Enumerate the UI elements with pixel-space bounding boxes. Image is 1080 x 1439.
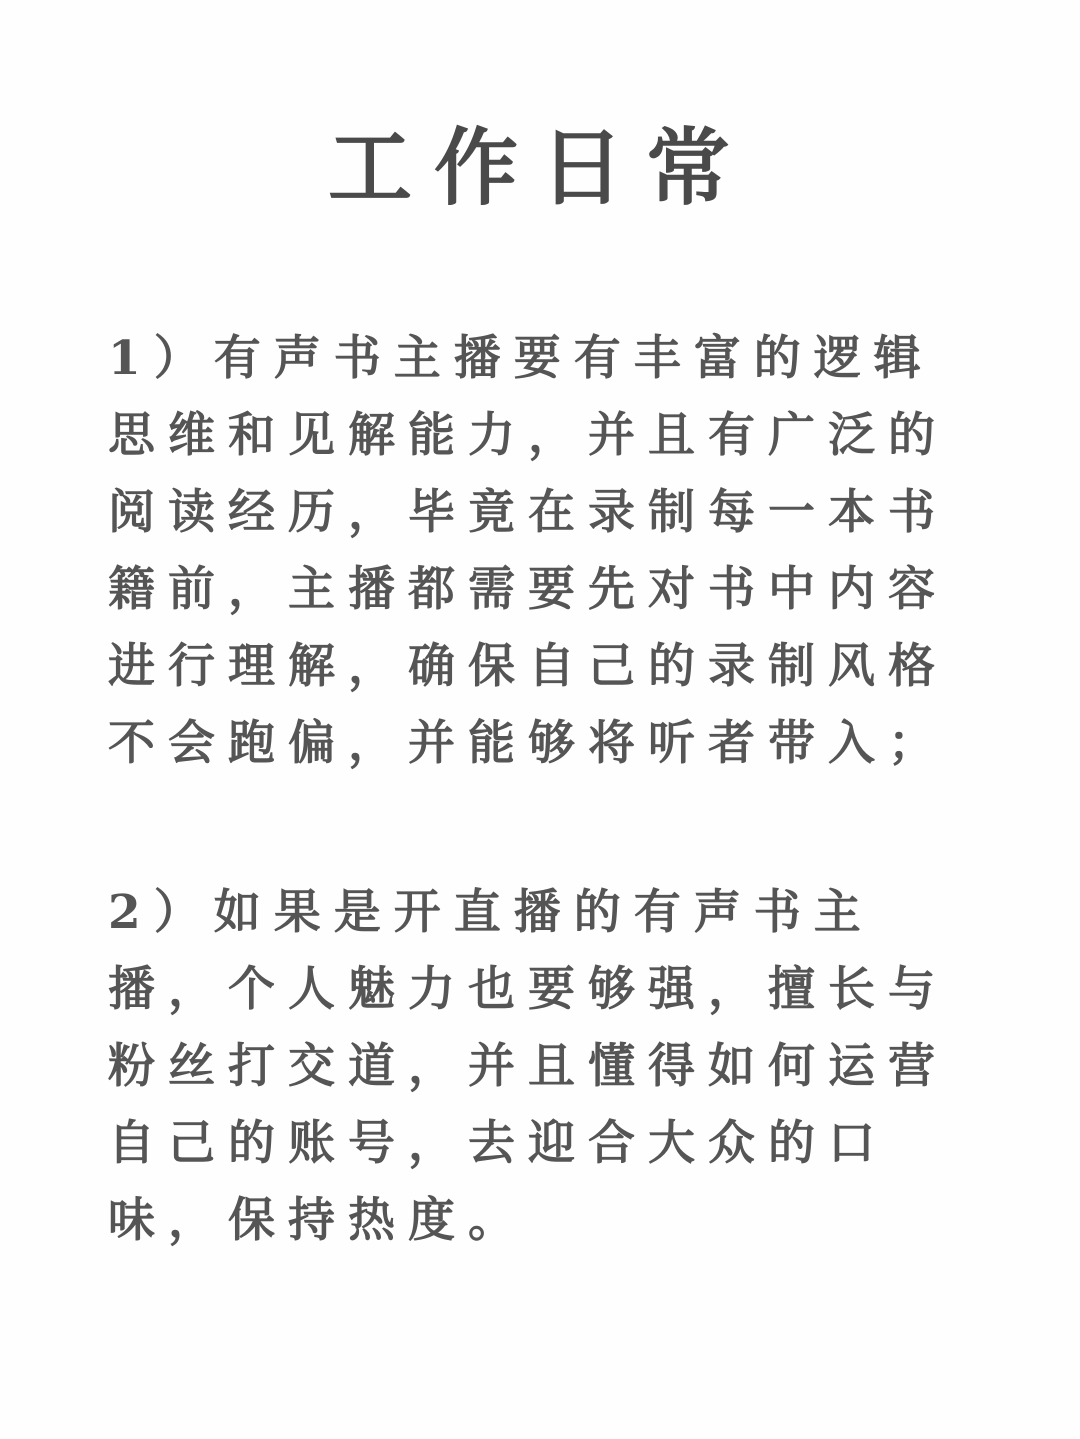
- paragraph-2: 2）如果是开直播的有声书主播，个人魅力也要够强，擅长与粉丝打交道，并且懂得如何运营自己的账号，去迎合大众的口味，保持热度。: [108, 885, 948, 1248]
- paragraph-1: 1）有声书主播要有丰富的逻辑思维和见解能力，并且有广泛的阅读经历，毕竟在录制每一本书籍前，主播都需要先对书中内容进行理解，确保自己的录制风格不会跑偏，并能够将听者带入；: [108, 331, 948, 771]
- page-title: 工作日常: [327, 118, 752, 217]
